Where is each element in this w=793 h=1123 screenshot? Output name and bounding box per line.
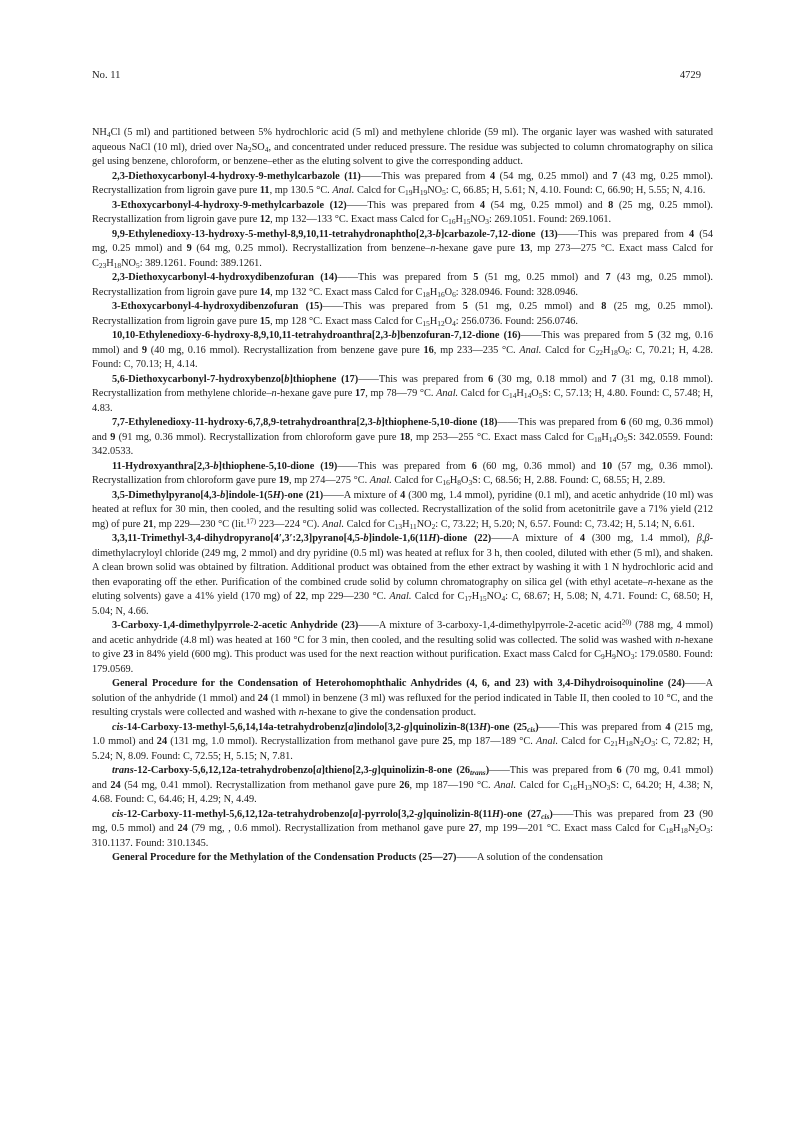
paragraph-compound-17: 5,6-Diethoxycarbonyl-7-hydroxybenzo[b]thiophene (17)——This was prepared from 6 (30 mg, 0.18 mmol) and 7 (31 mg, 0.18 mmol). Recrystallization from methylene chloride–n-hexane gave pure 17, mp 78—79 °C. Anal. Calcd for $C_{14}H_{14}O_5S$: C, 57.13; H, 4.80. Found: C, 57.48; H, 4.83.: [92, 373, 713, 414]
paragraph-general-methylation: General Procedure for the Methylation of the Condensation Products (25—27)——A solution of the condensation: [112, 852, 603, 863]
paragraph-compound-12: 3-Ethoxycarbonyl-4-hydroxy-9-methylcarbazole (12)——This was prepared from 4 (54 mg, 0.25 mmol) and 8 (25 mg, 0.25 mmol). Recrystallization from ligroin gave pure 12, mp 132—133 °C. Exact mass Calcd for $C_{16}H_{15}NO_3$: 269.1051. Found: 269.1061.: [92, 199, 714, 226]
paragraph-compound-19: 11-Hydroxyanthra[2,3-b]thiophene-5,10-dione (19)——This was prepared from 6 (60 mg, 0.36 mmol) and 10 (57 mg, 0.36 mmol). Recrystallization from chloroform gave pure 19, mp 274—275 °C. Anal. Calcd for $C_{16}H_8O_3S$: C, 68.56; H, 2.88. Found: C, 68.55; H, 2.89.: [92, 460, 714, 487]
paragraph-compound-14: 2,3-Diethoxycarbonyl-4-hydroxydibenzofuran (14)——This was prepared from 5 (51 mg, 0.25 mmol) and 7 (43 mg, 0.25 mmol). Recrystallization from ligroin gave pure 14, mp 132 °C. Exact mass Calcd for $C_{18}H_{16}O_6$: 328.0946. Found: 328.0946.: [92, 272, 713, 299]
paragraph-compound-26: trans-12-Carboxy-5,6,12,12a-tetrahydrobenzo[a]thieno[2,3-g]quinolizin-8-one $(26_{trans})——This$ was prepared from 6 (70 mg, 0.41 mmol) and 24 (54 mg, 0.41 mmol). Recrystallization from methanol gave pure 26, mp 187—190 °C. Anal. Calcd for $C_{16}H_{13}NO_3S$: C, 64.20; H, 4.38; N, 4.68. Found: C, 64.46; H, 4.29; N, 4.49.: [92, 765, 713, 805]
page-number: 4729: [679, 70, 701, 81]
journal-issue: No. 11: [92, 70, 121, 81]
paragraph-compound-23: 3-Carboxy-1,4-dimethylpyrrole-2-acetic Anhydride (23)——A mixture of 3-carboxy-1,4-dimethylpyrrole-2-acetic acid$^{20)}$ (788 mg, 4 mmol) and acetic anhydride (4.8 ml) was heated at 160 °C for 3 min, then cooled, and the resulting solid was collected. The solid was washed with n-hexane to give 23 in 84% yield (600 mg). This product was used for the next reaction without purification. Exact mass Calcd for $C_9H_9NO_3$: 179.0580. Found: 179.0569.: [92, 617, 713, 675]
paragraph-compound-25: cis-14-Carboxy-13-methyl-5,6,14,14a-tetrahydrobenz[a]indolo[3,2-g]quinolizin-8(13H)-one $(25_{cis})——This$ was prepared from 4 (215 mg, 1.0 mmol) and 24 (131 mg, 1.0 mmol). Recrystallization from methanol gave pure 25, mp 187—189 °C. Anal. Calcd for $C_{21}H_{18}N_2O_3$: C, 72.82; H, 5.24; N, 8.09. Found: C, 72.55; H, 5.15; N, 7.81.: [92, 721, 713, 762]
paragraph-compound-27: cis-12-Carboxy-11-methyl-5,6,12,12a-tetrahydrobenzo[a]-pyrrolo[3,2-g]quinolizin-8(11H)-one $(27_{cis})——This$ was prepared from 23 (90 mg, 0.5 mmol) and 24 (79 mg, , 0.6 mmol). Recrystallization from methanol gave pure 27, mp 199—201 °C. Exact mass Calcd for $C_{18}H_{18}N_2O_3$: 310.1137. Found: 310.1345.: [92, 808, 713, 849]
paragraph-adduct-procedure-end: $NH_4Cl$ (5 ml) and partitioned between 5% hydrochloric acid (5 ml) and methylene chloride (59 ml). The organic layer was washed with saturated aqueous NaCl (10 ml), dried over $Na_2SO_4$, and concentrated under reduced pressure. The residue was subjected to column chromatography on silica gel using benzene, chloroform, or benzene–ether as the eluting solvent to give the corresponding adduct.: [92, 127, 713, 167]
paragraph-compound-22: 3,3,11-Trimethyl-3,4-dihydropyrano[4′,3′:2,3]pyrano[4,5-b]indole-1,6(11H)-dione (22)——A mixture of 4 (300 mg, 1.4 mmol), β,β-dimethylacryloyl chloride (249 mg, 2 mmol) and dry pyridine (0.5 ml) was heated at reflux for 3 h, then cooled, diluted with ether (5 ml), and shaken. A clean brown solid was obtained by filtration. Additional product was obtained from the ether extract by washing it with 1 N hydrochloric acid and then evaporating off the ether. Purification of the combined crude solid by column chromatography on silica gel (with ethyl acetate–n-hexane as the eluting solvents) gave a 41% yield (170 mg) of 22, mp 229—230 °C. Anal. Calcd for $C_{17}H_{15}NO_4$: C, 68.67; H, 5.08; N, 4.71. Found: C, 68.50; H, 5.04; N, 4.66.: [92, 533, 713, 617]
paragraph-compound-11: 2,3-Diethoxycarbonyl-4-hydroxy-9-methylcarbazole (11)——This was prepared from 4 (54 mg, 0.25 mmol) and 7 (43 mg, 0.25 mmol). Recrystallization from ligroin gave pure 11, mp 130.5 °C. Anal. Calcd for $C_{19}H_{19}NO_5$: C, 66.85; H, 5.61; N, 4.10. Found: C, 66.90; H, 5.55; N, 4.16.: [92, 170, 714, 197]
experimental-text: [92, 126, 713, 866]
paragraph-compound-15: 3-Ethoxycarbonyl-4-hydroxydibenzofuran (15)——This was prepared from 5 (51 mg, 0.25 mmol) and 8 (25 mg, 0.25 mmol). Recrystallization from ligroin gave pure 15, mp 128 °C. Exact mass Calcd for $C_{15}H_{12}O_4$: 256.0736. Found: 256.0746.: [92, 301, 713, 328]
paragraph-compound-18: 7,7-Ethylenedioxy-11-hydroxy-6,7,8,9-tetrahydroanthra[2,3-b]thiophene-5,10-dione (18)——This was prepared from 6 (60 mg, 0.36 mmol) and 9 (91 mg, 0.36 mmol). Recrystallization from chloroform gave pure 18, mp 253—255 °C. Exact mass Calcd for $C_{18}H_{14}O_5S$: 342.0559. Found: 342.0533.: [92, 417, 714, 457]
paragraph-compound-21: 3,5-Dimethylpyrano[4,3-b]indole-1(5H)-one (21)——A mixture of 4 (300 mg, 1.4 mmol), pyridine (0.1 ml), and acetic anhydride (10 ml) was heated at reflux for 30 min, then cooled, and the resulting solid was collected. Recrystallization of the solid from acetonitrile gave a 71% yield (212 mg) of pure 21, mp 229—230 °C (lit.$^{17)}$ 223—224 °C). Anal. Calcd for $C_{13}H_{11}NO_2$: C, 73.22; H, 5.20; N, 6.57. Found: C, 73.42; H, 5.14; N, 6.61.: [92, 489, 713, 531]
paragraph-compound-13: 9,9-Ethylenedioxy-13-hydroxy-5-methyl-8,9,10,11-tetrahydronaphtho[2,3-b]carbazole-7,12-dione (13)——This was prepared from 4 (54 mg, 0.25 mmol) and 9 (64 mg, 0.25 mmol). Recrystallization from benzene–n-hexane gave pure 13, mp 273—275 °C. Exact mass Calcd for $C_{23}H_{18}NO_5$: 389.1261. Found: 389.1261.: [92, 228, 713, 270]
paragraph-compound-16: 10,10-Ethylenedioxy-6-hydroxy-8,9,10,11-tetrahydroanthra[2,3-b]benzofuran-7,12-dione (16)——This was prepared from 5 (32 mg, 0.16 mmol) and 9 (40 mg, 0.16 mmol). Recrystallization from benzene gave pure 16, mp 233—235 °C. Anal. Calcd for $C_{22}H_{18}O_6$: C, 70.21; H, 4.28. Found: C, 70.13; H, 4.14.: [92, 330, 713, 370]
paragraph-general-condensation: General Procedure for the Condensation of Heterohomophthalic Anhydrides (4, 6, and 23) with 3,4-Dihydroisoquinoline (24)——A solution of the anhydride (1 mmol) and 24 (1 mmol) in benzene (3 ml) was refluxed for the period indicated in Table II, then cooled to 10 °C, and the resulting crystals were collected and washed with n-hexane to give the condensation product.: [92, 678, 713, 718]
running-header: [92, 70, 701, 86]
